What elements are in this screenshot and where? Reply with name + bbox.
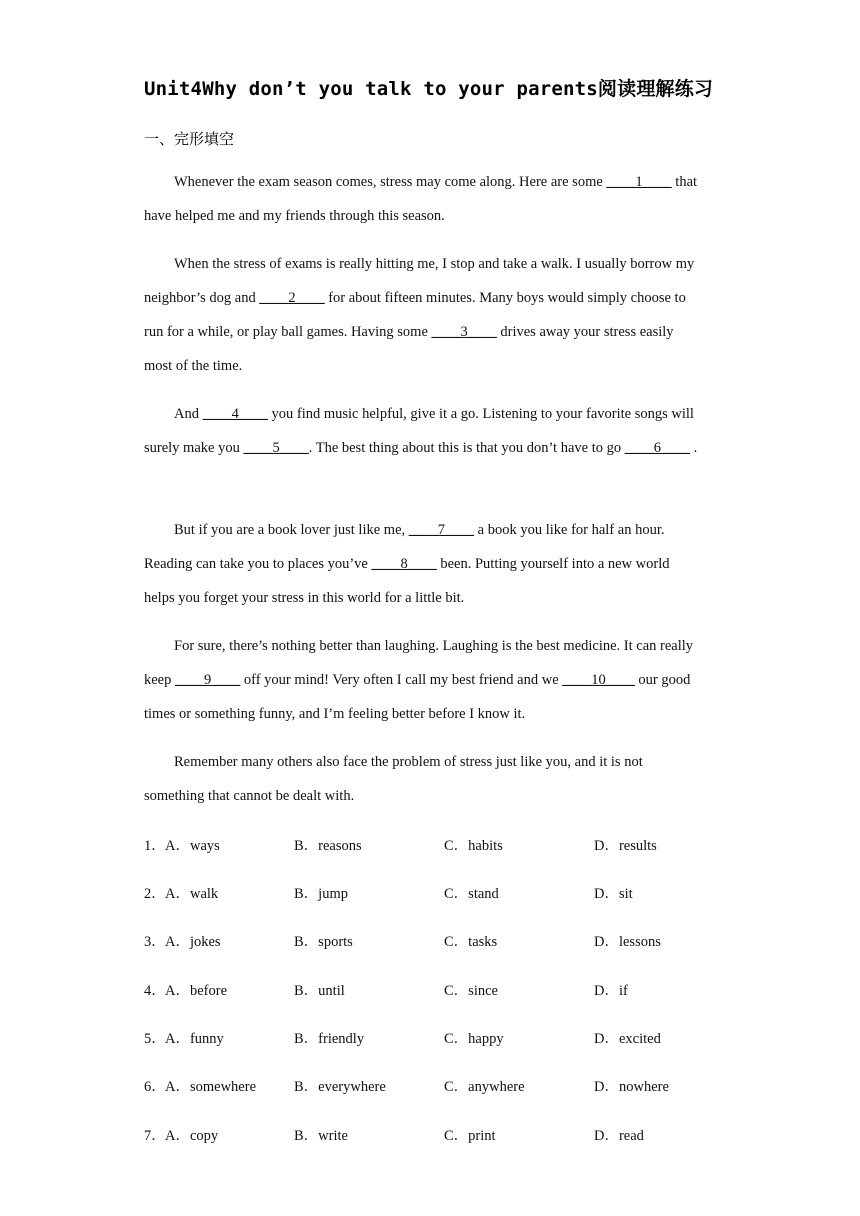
question-row <box>144 1075 744 1095</box>
option-c: C．tasks <box>444 934 498 950</box>
option-d: D．lessons <box>594 934 661 950</box>
blank-5: ____5____ <box>243 440 309 456</box>
option-b: B．jump <box>294 886 348 902</box>
question-row <box>144 1027 744 1047</box>
option-c: C．stand <box>444 886 499 902</box>
option-c: C．since <box>444 983 498 999</box>
blank-1: ____1____ <box>606 174 672 190</box>
blank-10: ____10____ <box>562 672 635 688</box>
passage-text: Remember many others also face the problem of stress just like you, and it is not something that cannot be dealt with. <box>144 754 643 804</box>
passage-text: For sure, there’s nothing better than laughing. Laughing is the best medicine. It can really keep <box>144 638 694 688</box>
question-row <box>144 979 744 999</box>
option-a: A．walk <box>165 886 219 902</box>
option-b: B．until <box>294 983 345 999</box>
blank-7: ____7____ <box>408 522 475 538</box>
passage-text: When the stress of exams is really hitting me, I stop and take a walk. I usually borrow my neighbor’s dog and <box>144 256 695 306</box>
option-a: A．jokes <box>165 934 221 950</box>
passage-text: drives away your stress easily most of the time. <box>144 324 674 374</box>
option-a: A．copy <box>165 1128 219 1144</box>
question-number: 5． <box>144 1031 166 1047</box>
question-number: 1． <box>144 838 166 854</box>
option-d: D．sit <box>594 886 633 902</box>
passage-paragraph-3 <box>144 397 700 465</box>
passage-text: But if you are a book lover just like me, <box>174 522 409 538</box>
passage-text: . The best thing about this is that you don’t have to go <box>308 440 625 456</box>
passage-text: that have helped me and my friends through this season. <box>144 174 698 224</box>
passage-text: off your mind! Very often I call my best friend and we <box>240 672 563 688</box>
passage-text: for about fifteen minutes. Many boys would simply choose to run for a while, or play ball games. Having some <box>144 290 686 340</box>
option-c: C．habits <box>444 838 503 854</box>
option-d: D．read <box>594 1128 644 1144</box>
blank-9: ____9____ <box>175 672 241 688</box>
question-number: 4． <box>144 983 166 999</box>
passage-text: Whenever the exam season comes, stress may come along. Here are some <box>174 174 607 190</box>
option-d: D．excited <box>594 1031 661 1047</box>
question-row <box>144 882 744 902</box>
option-c: C．print <box>444 1128 496 1144</box>
section-heading: 一、完形填空 <box>144 130 235 148</box>
passage-paragraph-4 <box>144 513 700 615</box>
document-title: Unit4Why don’t you talk to your parents阅读理解练习 <box>144 78 714 100</box>
option-a: A．before <box>165 983 228 999</box>
passage-text: you find music helpful, give it a go. Listening to your favorite songs will surely make you <box>144 406 694 456</box>
option-a: A．ways <box>165 838 220 854</box>
question-number: 3． <box>144 934 166 950</box>
passage-text: been. Putting yourself into a new world helps you forget your stress in this world for a little bit. <box>144 556 670 606</box>
passage-text: a book you like for half an hour. Reading can take you to places you’ve <box>144 522 665 572</box>
passage-text: . <box>690 440 698 456</box>
option-c: C．anywhere <box>444 1079 525 1095</box>
option-c: C．happy <box>444 1031 504 1047</box>
passage-paragraph-5 <box>144 629 700 731</box>
question-row <box>144 1124 744 1144</box>
option-d: D．results <box>594 838 657 854</box>
question-number: 6． <box>144 1079 166 1095</box>
question-number: 2． <box>144 886 166 902</box>
option-d: D．nowhere <box>594 1079 669 1095</box>
question-row <box>144 930 744 950</box>
question-row <box>144 834 744 854</box>
option-b: B．reasons <box>294 838 362 854</box>
blank-3: ____3____ <box>431 324 497 340</box>
option-b: B．sports <box>294 934 353 950</box>
passage-text: And <box>174 406 203 422</box>
passage-paragraph-2 <box>144 247 700 383</box>
option-d: D．if <box>594 983 628 999</box>
passage-text: our good times or something funny, and I’m feeling better before I know it. <box>144 672 691 722</box>
option-a: A．funny <box>165 1031 224 1047</box>
question-number: 7． <box>144 1128 166 1144</box>
option-b: B．friendly <box>294 1031 365 1047</box>
blank-4: ____4____ <box>202 406 268 422</box>
passage-paragraph-6 <box>144 745 700 813</box>
blank-2: ____2____ <box>259 290 325 306</box>
option-b: B．write <box>294 1128 348 1144</box>
passage-paragraph-1 <box>144 165 700 233</box>
option-a: A．somewhere <box>165 1079 257 1095</box>
option-b: B．everywhere <box>294 1079 386 1095</box>
blank-8: ____8____ <box>371 556 437 572</box>
blank-6: ____6____ <box>624 440 690 456</box>
